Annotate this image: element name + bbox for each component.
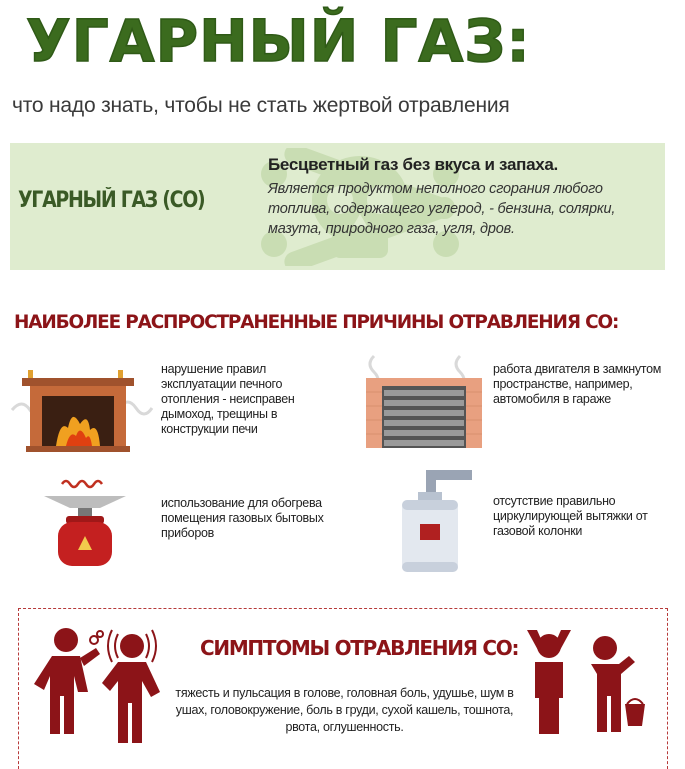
gas-heater-icon	[44, 481, 126, 566]
causes-title: НАИБОЛЕЕ РАСПРОСТРАНЕННЫЕ ПРИЧИНЫ ОТРАВЛЕНИЯ СО:	[14, 311, 619, 333]
person-dizzy-icon	[102, 630, 160, 743]
cause-text-3: использование для обогрева помещения газовых бытовых приборов	[161, 496, 324, 540]
cause-text-4: отсутствие правильно циркулирующей вытяжки от газовой колонки	[493, 494, 648, 538]
cause-text-1: нарушение правил эксплуатации печного отопления - неисправен дымоход, трещины в конструкции печи	[161, 362, 295, 436]
garage-icon	[360, 352, 490, 457]
person-headache-icon	[527, 630, 571, 734]
water-heater-icon	[402, 470, 472, 572]
symptoms-title: СИМПТОМЫ ОТРАВЛЕНИЯ СО:	[200, 636, 519, 660]
person-coughing-icon	[34, 628, 103, 734]
co-label: УГАРНЫЙ ГАЗ (СО)	[18, 188, 205, 213]
info-text: Является продуктом неполного сгорания любого топлива, содержащего углерод, - бензина, солярки, мазута, природного газа, угля, дров.	[268, 181, 616, 237]
symptoms-text: тяжесть и пульсация в голове, головная боль, удушье, шум в ушах, головокружение, боль в груди, сухой кашель, тошнота, рвота, оглушенность.	[175, 686, 514, 734]
page-subtitle: что надо знать, чтобы не стать жертвой отравления	[12, 94, 510, 117]
fireplace-icon	[8, 350, 158, 460]
cause-text-2: работа двигателя в замкнутом пространстве, например, автомобиля в гараже	[493, 362, 662, 406]
page-title: УГАРНЫЙ ГАЗ:	[26, 7, 531, 75]
person-nausea-icon	[591, 636, 645, 732]
info-heading: Бесцветный газ без вкуса и запаха.	[268, 155, 558, 174]
